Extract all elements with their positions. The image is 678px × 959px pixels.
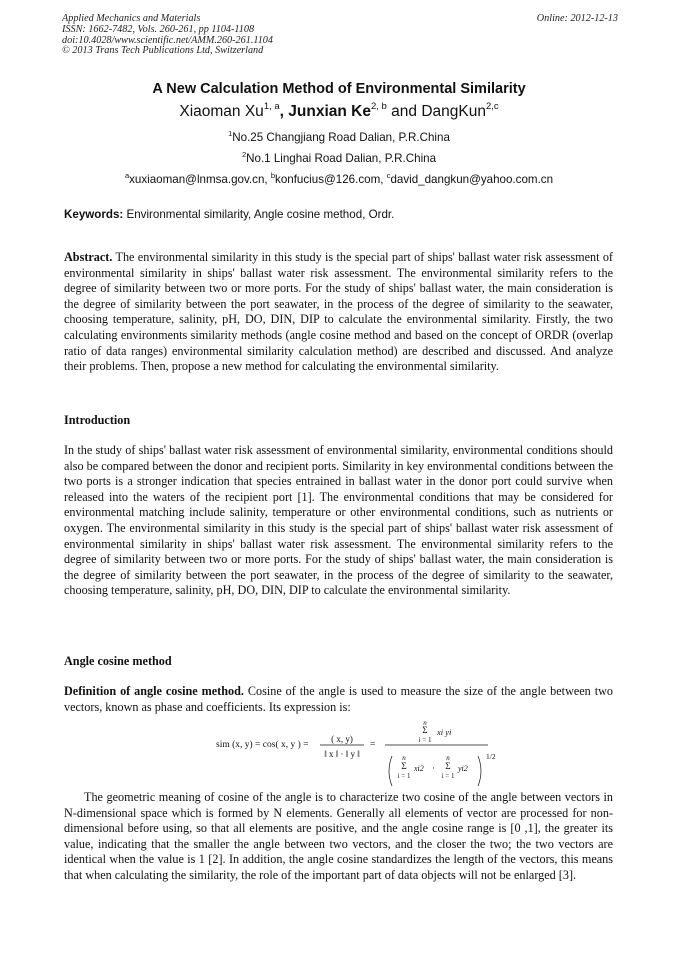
- copyright-line: © 2013 Trans Tech Publications Ltd, Switzerland: [62, 45, 264, 57]
- abstract-text: The environmental similarity in this study is the special part of ships' ballast water risk assessment of environmental similarity in ships' ballast water risk assessment. The environmental similarity refers to the degree of similarity between two or more ports. For the study of ships' ballast water, the main consideration is the degree of similarity between the port seawater, in the process of the degree of similarity to the seawater, choosing temperature, salinity, pH, DO, DIN, DIP to calculate the environmental similarity. Firstly, the two calculating environments similarity methods (angle cosine method and based on the concept of ORDR (overlap ratio of data ranges) environmental similarity calculation method) are described and discussed. And analyze their problems. Then, propose a new method for calculating the environmental similarity.: [64, 250, 613, 374]
- den-dot: ·: [432, 763, 435, 773]
- author-sep-1: , Junxian Ke: [279, 103, 371, 120]
- email-a-sup: a: [124, 171, 130, 180]
- den-sum-1-top: n: [402, 754, 406, 762]
- affiliation-1: [0, 131, 678, 144]
- formula-lhs: sim (x, y) = cos( x, y ) =: [216, 740, 309, 750]
- email-c-sup: c: [386, 171, 391, 180]
- den-sum-2-symbol: Σ: [445, 761, 451, 771]
- affiliation-1-sup: 1: [228, 129, 233, 138]
- cosine-formula: [214, 716, 514, 792]
- definition-text: Cosine of the angle is used to measure the size of the angle between two vectors, known as phase and coefficients. Its expression is:: [64, 684, 613, 714]
- den-term-2: yi2: [458, 764, 468, 773]
- definition-paragraph: [64, 684, 613, 715]
- num-sum-top: n: [423, 719, 427, 727]
- num-sum-bottom: i = 1: [418, 736, 432, 744]
- geometric-meaning-paragraph: The geometric meaning of cosine of the angle is to characterize two cosine of the angle between vectors in N-dimensional space which is formed by N elements. Generally all elements of vector are processed for non-dimensional before using, so that all elements are positive, and the angle cosine range is [0 ,1], the greater its value, indicating that the smaller the angle between two vectors, and the closer the two; the two vectors are identical when the value is 1 [2]. In addition, the angle cosine standardizes the length of the vectors, this means that when calculating the similarity, the role of the important part of data objects will not be enlarged [3].: [64, 790, 613, 882]
- formula-equals: =: [370, 740, 376, 750]
- author-sep-2: and DangKun: [386, 103, 486, 120]
- right-paren: [478, 756, 481, 786]
- num-term: xi yi: [437, 727, 452, 737]
- den-sum-2-top: n: [446, 754, 450, 762]
- online-date: Online: 2012-12-13: [536, 13, 618, 24]
- abstract-label: Abstract.: [64, 250, 113, 264]
- affiliation-2: [0, 152, 678, 165]
- keywords: [64, 208, 624, 221]
- journal-name: Applied Mechanics and Materials: [62, 13, 201, 24]
- doi-line: doi:10.4028/www.scientific.net/AMM.260-261.1104: [62, 34, 273, 46]
- email-b-sup: b: [270, 171, 276, 180]
- introduction-heading: Introduction: [64, 413, 131, 427]
- email-c: david_dangkun@yahoo.com.cn: [390, 173, 554, 186]
- definition-label: Definition of angle cosine method.: [64, 684, 244, 698]
- den-sum-2-bottom: i = 1: [441, 772, 455, 780]
- author-1: Xiaoman Xu: [179, 103, 264, 120]
- den-sum-1-bottom: i = 1: [397, 772, 411, 780]
- author-3-sup: 2,c: [485, 101, 499, 112]
- keywords-text: Environmental similarity, Angle cosine method, Ordr.: [123, 208, 395, 221]
- left-paren: [389, 756, 392, 786]
- den-term-1: xi2: [414, 764, 424, 773]
- den-sum-1-symbol: Σ: [401, 761, 407, 771]
- angle-cosine-heading: Angle cosine method: [64, 654, 172, 668]
- affiliation-2-text: No.1 Linghai Road Dalian, P.R.China: [246, 152, 437, 165]
- issn-line: ISSN: 1662-7482, Vols. 260-261, pp 1104-1108: [62, 23, 255, 35]
- introduction-paragraph: In the study of ships' ballast water risk assessment of environmental similarity, environmental conditions should also be compared between the donor and recipient ports. Similarity in key environmental conditions between the two ports is a stronger indication that species entrained in ballast water in the donor port could survive when released into the waters of the recipient port [1]. The environmental conditions that may be considered for environmental matching include salinity, temperature or other environmental conditions, such as nutrients or oxygen. The environmental similarity in this study is the special part of ships' ballast water risk assessment of environmental similarity in ships' ballast water risk assessment. The environmental similarity refers to the degree of similarity between two or more ports. For the study of ships' ballast water, the main consideration is the degree of similarity between the port seawater, in the process of the degree of similarity to the seawater, choosing temperature, salinity, pH, DO, DIN, DIP to calculate the environmental similarity.: [64, 443, 613, 598]
- power-exponent: 1/2: [486, 752, 496, 761]
- paper-title: A New Calculation Method of Environmental Similarity: [152, 81, 526, 97]
- affiliation-1-text: No.25 Changjiang Road Dalian, P.R.China: [232, 131, 450, 144]
- author-2-sup: 2, b: [370, 101, 387, 112]
- email-line: [0, 173, 678, 186]
- formula-mid-denominator: ‖ x ‖ · ‖ y ‖: [324, 749, 360, 759]
- email-b: konfucius@126.com,: [275, 173, 387, 186]
- journal-header: [62, 14, 618, 57]
- keywords-label: Keywords:: [64, 208, 124, 221]
- author-1-sup: 1, a: [263, 101, 280, 112]
- author-line: [0, 103, 678, 121]
- abstract-paragraph: [64, 250, 613, 375]
- formula-mid-numerator: ( x, y): [331, 734, 353, 744]
- affiliation-2-sup: 2: [241, 150, 247, 159]
- num-sum-symbol: Σ: [422, 725, 428, 735]
- email-a: xuxiaoman@lnmsa.gov.cn,: [129, 173, 271, 186]
